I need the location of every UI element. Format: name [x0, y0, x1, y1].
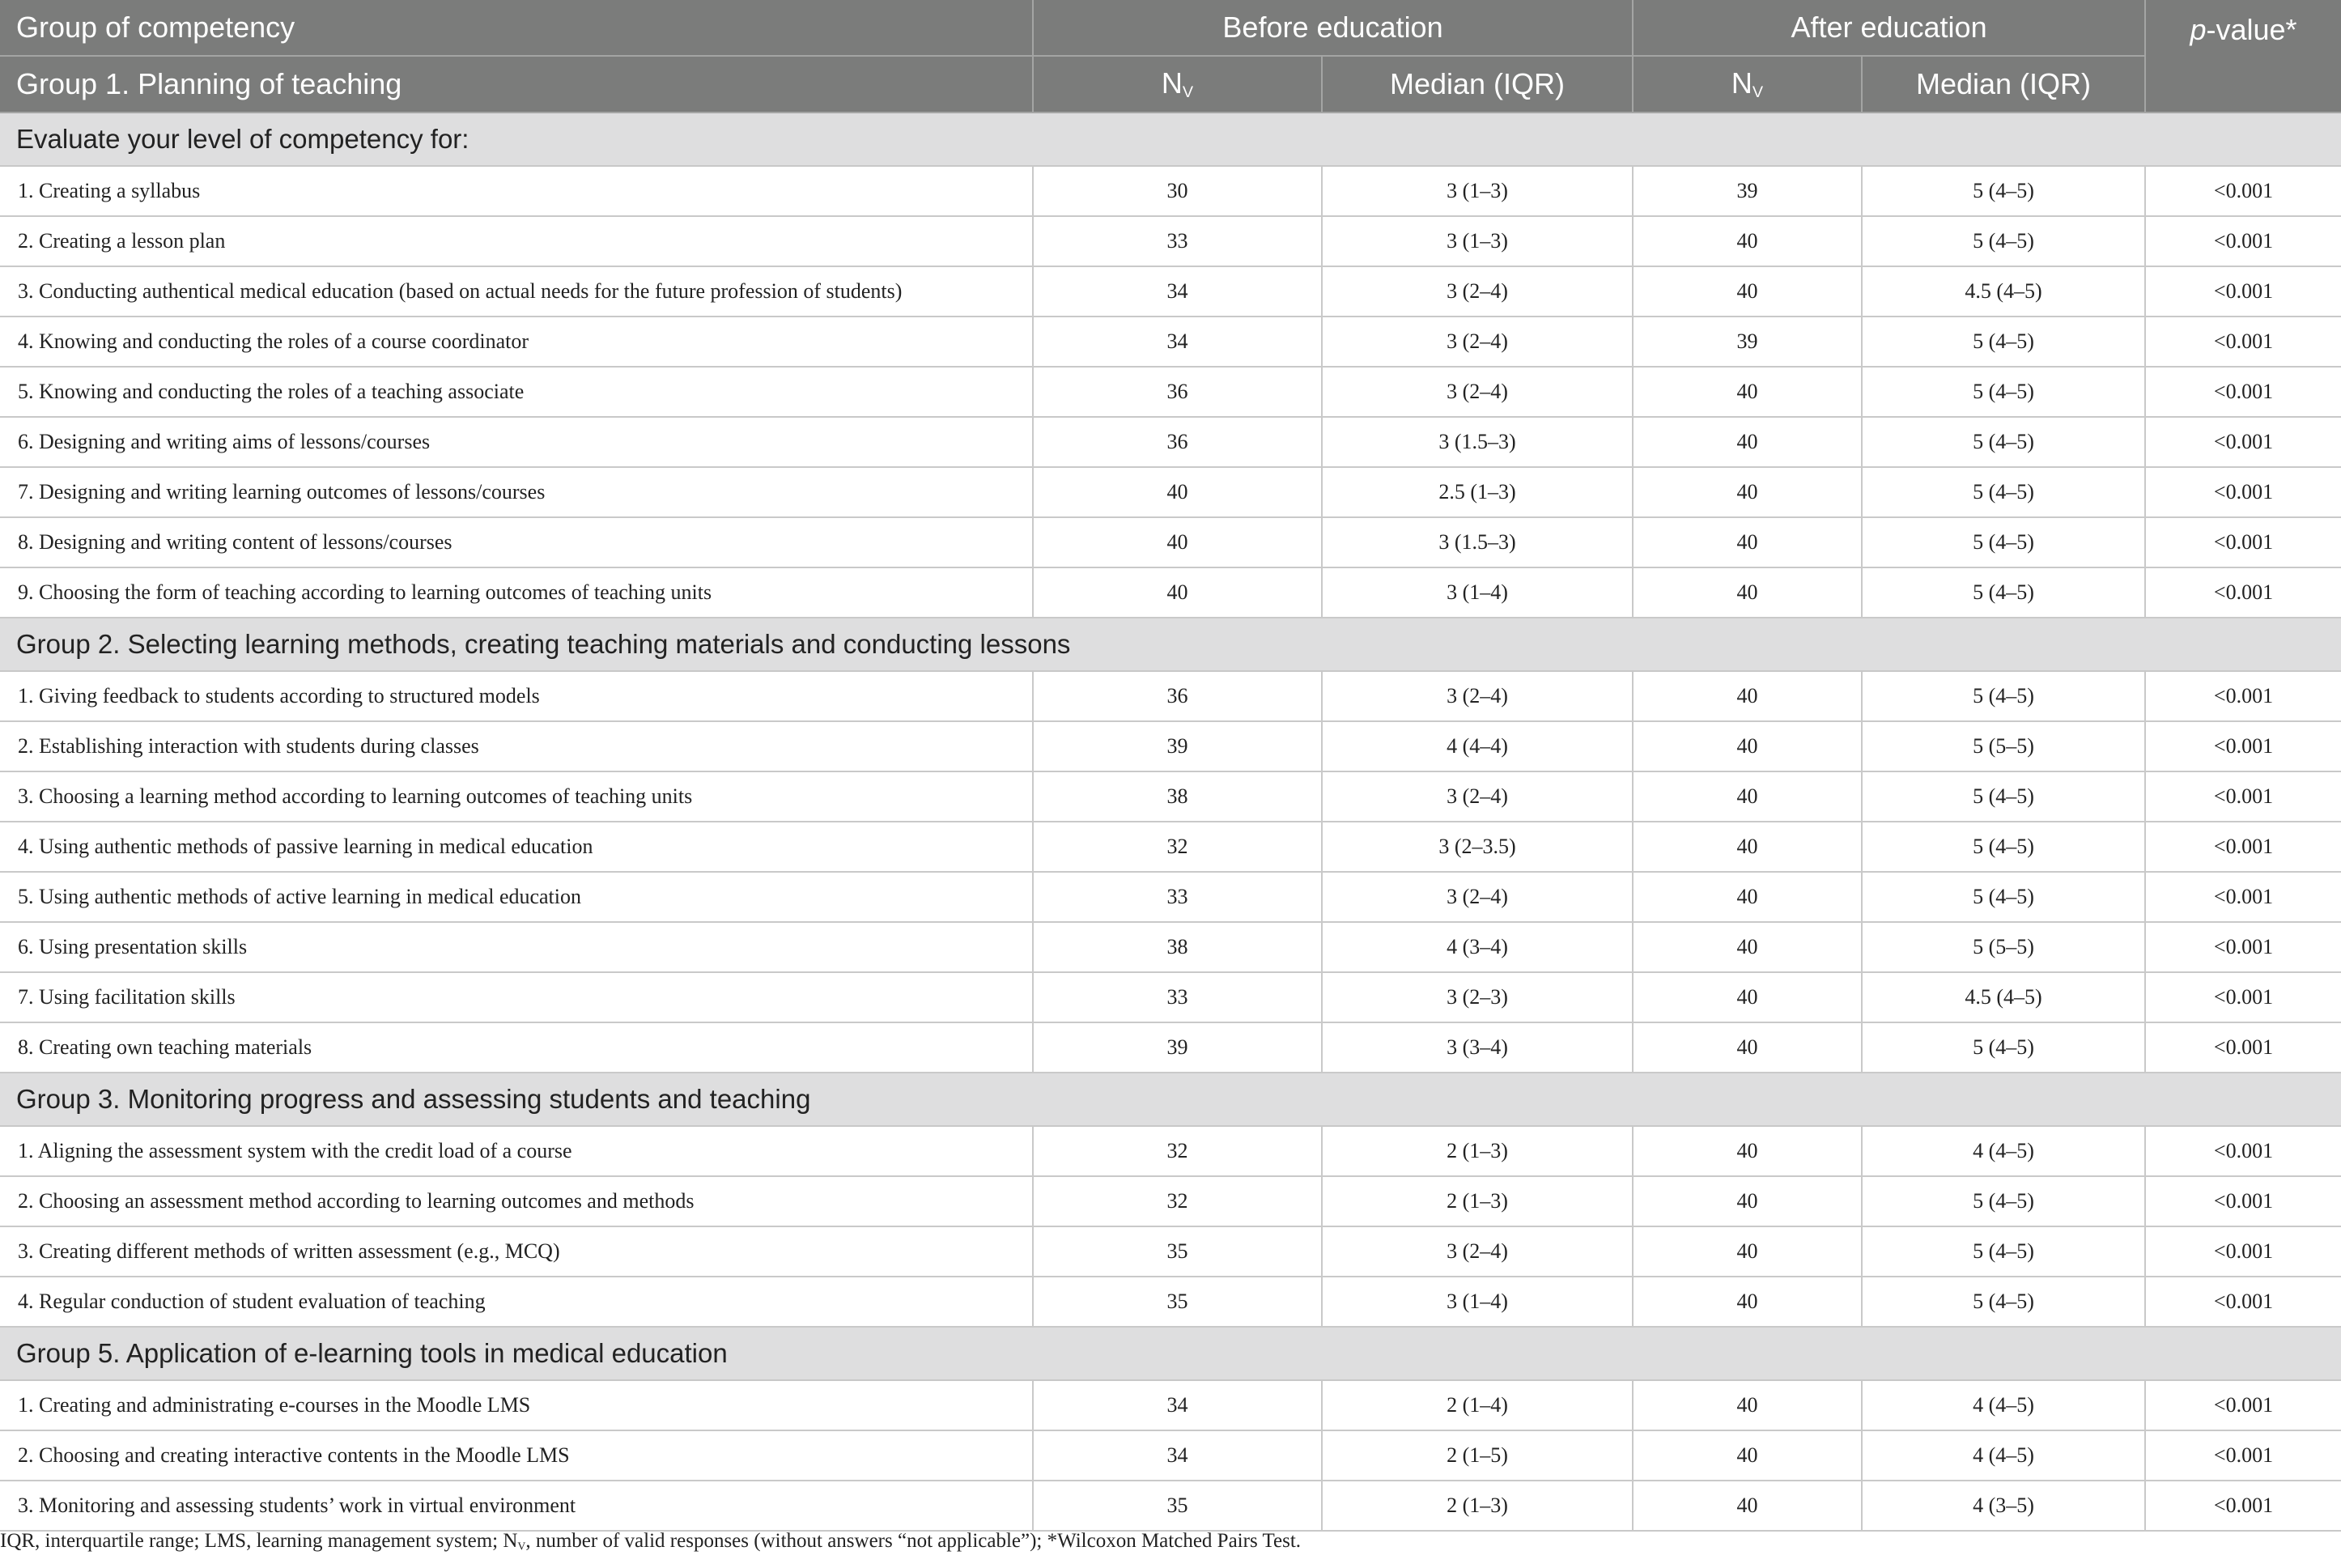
row-label: 4. Regular conduction of student evaluation of teaching	[0, 1277, 1033, 1327]
section-header-row	[0, 618, 2341, 671]
p-value-cell: <0.001	[2145, 671, 2341, 721]
row-label: 6. Using presentation skills	[0, 922, 1033, 972]
median-after-cell: 4 (3–5)	[1862, 1481, 2145, 1531]
row-label: 5. Knowing and conducting the roles of a teaching associate	[0, 367, 1033, 417]
table-row	[0, 721, 2341, 771]
median-before-cell: 2 (1–5)	[1322, 1430, 1633, 1481]
nv-before-cell: 39	[1033, 1022, 1322, 1073]
table-row	[0, 872, 2341, 922]
table-row	[0, 922, 2341, 972]
p-value-cell: <0.001	[2145, 771, 2341, 822]
median-after-cell: 5 (4–5)	[1862, 1277, 2145, 1327]
p-value-cell: <0.001	[2145, 922, 2341, 972]
median-before-cell: 3 (2–4)	[1322, 671, 1633, 721]
table-row	[0, 517, 2341, 567]
row-label: 2. Creating a lesson plan	[0, 216, 1033, 266]
nv-before-cell: 36	[1033, 367, 1322, 417]
table-row	[0, 972, 2341, 1022]
p-value-cell: <0.001	[2145, 1226, 2341, 1277]
median-before-cell: 4 (4–4)	[1322, 721, 1633, 771]
median-after-cell: 4.5 (4–5)	[1862, 266, 2145, 317]
table-row	[0, 822, 2341, 872]
table-row	[0, 1380, 2341, 1430]
median-before-cell: 2 (1–3)	[1322, 1126, 1633, 1176]
table-row	[0, 1022, 2341, 1073]
nv-after-cell: 40	[1633, 872, 1862, 922]
row-label: 4. Using authentic methods of passive learning in medical education	[0, 822, 1033, 872]
table-footnote: IQR, interquartile range; LMS, learning management system; $N_V$, number of valid responses (without answers “not applicable”); *Wilcoxon Matched Pairs Test.	[0, 1530, 1302, 1553]
nv-before-cell: 36	[1033, 417, 1322, 467]
table-row	[0, 1126, 2341, 1176]
median-after-cell: 4 (4–5)	[1862, 1380, 2145, 1430]
nv-after-cell: 40	[1633, 266, 1862, 317]
row-label: 1. Creating and administrating e-courses in the Moodle LMS	[0, 1380, 1033, 1430]
nv-after-cell: 40	[1633, 1380, 1862, 1430]
p-value-cell: <0.001	[2145, 367, 2341, 417]
p-value-cell: <0.001	[2145, 1126, 2341, 1176]
nv-before-cell: 34	[1033, 1430, 1322, 1481]
median-before-cell: 3 (2–4)	[1322, 872, 1633, 922]
row-label: 1. Giving feedback to students according to structured models	[0, 671, 1033, 721]
nv-after-cell: 40	[1633, 822, 1862, 872]
table-row	[0, 671, 2341, 721]
median-before-cell: 3 (1.5–3)	[1322, 517, 1633, 567]
row-label: 1. Aligning the assessment system with the credit load of a course	[0, 1126, 1033, 1176]
section-title: Group 5. Application of e-learning tools in medical education	[0, 1327, 2341, 1380]
nv-after-cell: 40	[1633, 1277, 1862, 1327]
nv-after-cell: 40	[1633, 771, 1862, 822]
median-after-cell: 5 (5–5)	[1862, 721, 2145, 771]
nv-after-cell: 40	[1633, 1176, 1862, 1226]
nv-after-cell: 40	[1633, 972, 1862, 1022]
table-row	[0, 467, 2341, 517]
nv-before-cell: 34	[1033, 1380, 1322, 1430]
median-after-cell: 4.5 (4–5)	[1862, 972, 2145, 1022]
median-before-cell: 3 (1–4)	[1322, 1277, 1633, 1327]
nv-before-cell: 32	[1033, 822, 1322, 872]
nv-before-cell: 40	[1033, 517, 1322, 567]
median-before-cell: 3 (1–3)	[1322, 216, 1633, 266]
nv-after-cell: 40	[1633, 567, 1862, 618]
nv-before-cell: 35	[1033, 1481, 1322, 1531]
table-row	[0, 1430, 2341, 1481]
median-after-cell: 5 (4–5)	[1862, 317, 2145, 367]
median-before-cell: 3 (1–3)	[1322, 166, 1633, 216]
nv-after-cell: 40	[1633, 517, 1862, 567]
median-before-cell: 3 (2–4)	[1322, 1226, 1633, 1277]
header-after-education: After education	[1633, 0, 2145, 56]
row-label: 7. Using facilitation skills	[0, 972, 1033, 1022]
median-after-cell: 5 (4–5)	[1862, 517, 2145, 567]
row-label: 9. Choosing the form of teaching according to learning outcomes of teaching units	[0, 567, 1033, 618]
row-label: 3. Conducting authentical medical education (based on actual needs for the future profession of students)	[0, 266, 1033, 317]
table-row	[0, 771, 2341, 822]
p-value-cell: <0.001	[2145, 1277, 2341, 1327]
header-median-before: Median (IQR)	[1322, 56, 1633, 113]
table-row	[0, 567, 2341, 618]
median-before-cell: 3 (2–4)	[1322, 367, 1633, 417]
nv-before-cell: 35	[1033, 1277, 1322, 1327]
nv-after-cell: 40	[1633, 721, 1862, 771]
section-title: Group 2. Selecting learning methods, creating teaching materials and conducting lessons	[0, 618, 2341, 671]
median-after-cell: 5 (4–5)	[1862, 417, 2145, 467]
p-value-cell: <0.001	[2145, 972, 2341, 1022]
median-before-cell: 3 (1–4)	[1322, 567, 1633, 618]
median-after-cell: 5 (4–5)	[1862, 567, 2145, 618]
nv-after-cell: 40	[1633, 417, 1862, 467]
row-label: 8. Designing and writing content of lessons/courses	[0, 517, 1033, 567]
nv-after-cell: 39	[1633, 166, 1862, 216]
p-value-cell: <0.001	[2145, 1380, 2341, 1430]
nv-after-cell: 40	[1633, 467, 1862, 517]
table-row	[0, 1277, 2341, 1327]
p-value-cell: <0.001	[2145, 317, 2341, 367]
p-value-cell: <0.001	[2145, 166, 2341, 216]
nv-before-cell: 39	[1033, 721, 1322, 771]
table-row	[0, 1176, 2341, 1226]
table-row	[0, 266, 2341, 317]
median-after-cell: 5 (4–5)	[1862, 822, 2145, 872]
median-after-cell: 5 (4–5)	[1862, 166, 2145, 216]
section-header-row	[0, 113, 2341, 166]
table-row	[0, 417, 2341, 467]
header-before-education: Before education	[1033, 0, 1633, 56]
nv-after-cell: 39	[1633, 317, 1862, 367]
p-value-cell: <0.001	[2145, 1176, 2341, 1226]
p-value-cell: <0.001	[2145, 467, 2341, 517]
table-row	[0, 216, 2341, 266]
nv-after-cell: 40	[1633, 216, 1862, 266]
nv-before-cell: 32	[1033, 1176, 1322, 1226]
nv-after-cell: 40	[1633, 367, 1862, 417]
row-label: 3. Choosing a learning method according to learning outcomes of teaching units	[0, 771, 1033, 822]
median-after-cell: 5 (4–5)	[1862, 367, 2145, 417]
table-body	[0, 113, 2341, 1531]
median-after-cell: 5 (4–5)	[1862, 1226, 2145, 1277]
nv-before-cell: 33	[1033, 872, 1322, 922]
row-label: 5. Using authentic methods of active learning in medical education	[0, 872, 1033, 922]
median-after-cell: 5 (4–5)	[1862, 872, 2145, 922]
header-group-of-competency: Group of competency	[0, 0, 1033, 56]
median-after-cell: 5 (4–5)	[1862, 1022, 2145, 1073]
median-after-cell: 5 (4–5)	[1862, 671, 2145, 721]
row-label: 7. Designing and writing learning outcomes of lessons/courses	[0, 467, 1033, 517]
median-after-cell: 5 (4–5)	[1862, 771, 2145, 822]
nv-after-cell: 40	[1633, 922, 1862, 972]
median-before-cell: 3 (2–4)	[1322, 771, 1633, 822]
median-after-cell: 5 (4–5)	[1862, 216, 2145, 266]
nv-before-cell: 36	[1033, 671, 1322, 721]
table-row	[0, 166, 2341, 216]
median-before-cell: 3 (1.5–3)	[1322, 417, 1633, 467]
median-before-cell: 3 (2–4)	[1322, 317, 1633, 367]
nv-before-cell: 35	[1033, 1226, 1322, 1277]
median-before-cell: 2 (1–3)	[1322, 1481, 1633, 1531]
p-value-cell: <0.001	[2145, 1481, 2341, 1531]
table-row	[0, 1481, 2341, 1531]
median-before-cell: 3 (2–4)	[1322, 266, 1633, 317]
median-after-cell: 4 (4–5)	[1862, 1430, 2145, 1481]
nv-before-cell: 40	[1033, 467, 1322, 517]
nv-after-cell: 40	[1633, 1430, 1862, 1481]
nv-before-cell: 32	[1033, 1126, 1322, 1176]
section-title: Evaluate your level of competency for:	[0, 113, 2341, 166]
p-value-cell: <0.001	[2145, 567, 2341, 618]
section-title: Group 3. Monitoring progress and assessing students and teaching	[0, 1073, 2341, 1126]
nv-after-cell: 40	[1633, 1126, 1862, 1176]
row-label: 3. Monitoring and assessing students’ work in virtual environment	[0, 1481, 1033, 1531]
header-p-value: p-value*	[2145, 0, 2341, 113]
p-value-cell: <0.001	[2145, 1022, 2341, 1073]
p-value-cell: <0.001	[2145, 216, 2341, 266]
median-before-cell: 2 (1–4)	[1322, 1380, 1633, 1430]
nv-before-cell: 40	[1033, 567, 1322, 618]
row-label: 4. Knowing and conducting the roles of a course coordinator	[0, 317, 1033, 367]
nv-before-cell: 30	[1033, 166, 1322, 216]
median-before-cell: 2.5 (1–3)	[1322, 467, 1633, 517]
section-header-row	[0, 1073, 2341, 1126]
median-before-cell: 4 (3–4)	[1322, 922, 1633, 972]
median-after-cell: 4 (4–5)	[1862, 1126, 2145, 1176]
row-label: 3. Creating different methods of written assessment (e.g., MCQ)	[0, 1226, 1033, 1277]
median-before-cell: 3 (2–3)	[1322, 972, 1633, 1022]
p-value-cell: <0.001	[2145, 822, 2341, 872]
table-row	[0, 1226, 2341, 1277]
p-value-cell: <0.001	[2145, 517, 2341, 567]
section-header-row	[0, 1327, 2341, 1380]
median-after-cell: 5 (5–5)	[1862, 922, 2145, 972]
header-nv-after: $N_V$	[1633, 56, 1862, 113]
p-value-cell: <0.001	[2145, 417, 2341, 467]
median-before-cell: 3 (2–3.5)	[1322, 822, 1633, 872]
p-value-cell: <0.001	[2145, 1430, 2341, 1481]
nv-before-cell: 33	[1033, 972, 1322, 1022]
nv-before-cell: 38	[1033, 922, 1322, 972]
row-label: 8. Creating own teaching materials	[0, 1022, 1033, 1073]
nv-before-cell: 34	[1033, 317, 1322, 367]
row-label: 2. Choosing and creating interactive contents in the Moodle LMS	[0, 1430, 1033, 1481]
median-after-cell: 5 (4–5)	[1862, 467, 2145, 517]
p-value-cell: <0.001	[2145, 872, 2341, 922]
nv-after-cell: 40	[1633, 1481, 1862, 1531]
p-value-cell: <0.001	[2145, 721, 2341, 771]
table-row	[0, 317, 2341, 367]
row-label: 1. Creating a syllabus	[0, 166, 1033, 216]
nv-after-cell: 40	[1633, 671, 1862, 721]
nv-before-cell: 34	[1033, 266, 1322, 317]
header-median-after: Median (IQR)	[1862, 56, 2145, 113]
nv-before-cell: 38	[1033, 771, 1322, 822]
table-row	[0, 367, 2341, 417]
header-group1-title: Group 1. Planning of teaching	[0, 56, 1033, 113]
nv-before-cell: 33	[1033, 216, 1322, 266]
header-nv-before: $N_V$	[1033, 56, 1322, 113]
nv-after-cell: 40	[1633, 1022, 1862, 1073]
nv-after-cell: 40	[1633, 1226, 1862, 1277]
row-label: 2. Establishing interaction with students during classes	[0, 721, 1033, 771]
row-label: 6. Designing and writing aims of lessons/courses	[0, 417, 1033, 467]
median-before-cell: 3 (3–4)	[1322, 1022, 1633, 1073]
median-after-cell: 5 (4–5)	[1862, 1176, 2145, 1226]
row-label: 2. Choosing an assessment method according to learning outcomes and methods	[0, 1176, 1033, 1226]
median-before-cell: 2 (1–3)	[1322, 1176, 1633, 1226]
p-value-cell: <0.001	[2145, 266, 2341, 317]
